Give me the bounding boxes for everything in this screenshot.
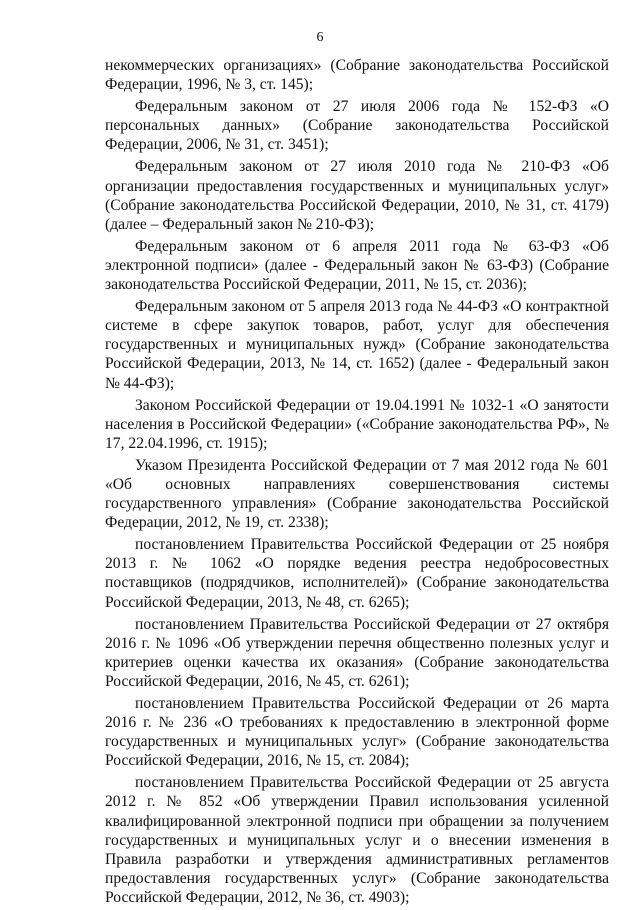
paragraph-law-1032-1: Законом Российской Федерации от 19.04.1991 № 1032-1 «О занятости населения в Российской Федерации» («Собрание законодательства РФ», № 17, 22.04.1996, ст. 1915); bbox=[105, 396, 609, 452]
paragraph-resolution-1096: постановлением Правительства Российской Федерации от 27 октября 2016 г. № 1096 «Об утверждении перечня общественно полезных услуг и критериев оценки качества их оказания» (Собрание законодательства Российской Федерации, 2016, № 45, ст. 6261); bbox=[105, 615, 609, 690]
paragraph-law-44fz: Федеральным законом от 5 апреля 2013 года № 44-ФЗ «О контрактной системе в сфере закупок товаров, работ, услуг для обеспечения государственных и муниципальных нужд» (Собрание законодательства Российской Федерации, 2013, № 14, ст. 1652) (далее - Федеральный закон № 44-ФЗ); bbox=[105, 298, 609, 392]
paragraph-decree-601: Указом Президента Российской Федерации от 7 мая 2012 года № 601 «Об основных направлениях совершенствования системы государственного управления» (Собрание законодательства Российской Федерации, 2012, № 19, ст. 2338); bbox=[105, 456, 609, 532]
paragraph-resolution-1062: постановлением Правительства Российской Федерации от 25 ноября 2013 г. № 1062 «О порядке ведения реестра недобросовестных поставщиков (подрядчиков, исполнителей)» (Собрание законодательства Российской Федерации, 2013, № 48, ст. 6265); bbox=[105, 536, 609, 611]
paragraph-resolution-236: постановлением Правительства Российской Федерации от 26 марта 2016 г. № 236 «О требованиях к предоставлению в электронной форме государственных и муниципальных услуг» (Собрание законодательства Российской Федерации, 2016, № 15, ст. 2084); bbox=[105, 695, 609, 770]
page-number: 6 bbox=[316, 30, 324, 45]
paragraph-law-210fz: Федеральным законом от 27 июля 2010 года № 210-ФЗ «Об организации предоставления государственных и муниципальных услуг» (Собрание законодательства Российской Федерации, 2010, № 31, ст. 4179) (далее – Федеральный закон № 210-ФЗ); bbox=[105, 158, 609, 233]
paragraph-continuation: некоммерческих организациях» (Собрание законодательства Российской Федерации, 1996, № 3, ст. 145); bbox=[105, 57, 609, 94]
paragraph-resolution-852: постановлением Правительства Российской Федерации от 25 августа 2012 г. № 852 «Об утверждении Правил использования усиленной квалифицированной электронной подписи при обращении за получением государственных и муниципальных услуг и о внесении изменения в Правила разработки и утверждения административных регламентов предоставления государственных услуг» (Собрание законодательства Российской Федерации, 2012, № 36, ст. 4903); bbox=[105, 774, 609, 906]
document-body bbox=[105, 56, 609, 910]
paragraph-law-63fz: Федеральным законом от 6 апреля 2011 года № 63-ФЗ «Об электронной подписи» (далее - Федеральный закон № 63-ФЗ) (Собрание законодательства Российской Федерации, 2011, № 15, ст. 2036); bbox=[105, 237, 609, 294]
paragraph-law-152fz: Федеральным законом от 27 июля 2006 года № 152-ФЗ «О персональных данных» (Собрание законодательства Российской Федерации, 2006, № 31, ст. 3451); bbox=[105, 98, 609, 154]
